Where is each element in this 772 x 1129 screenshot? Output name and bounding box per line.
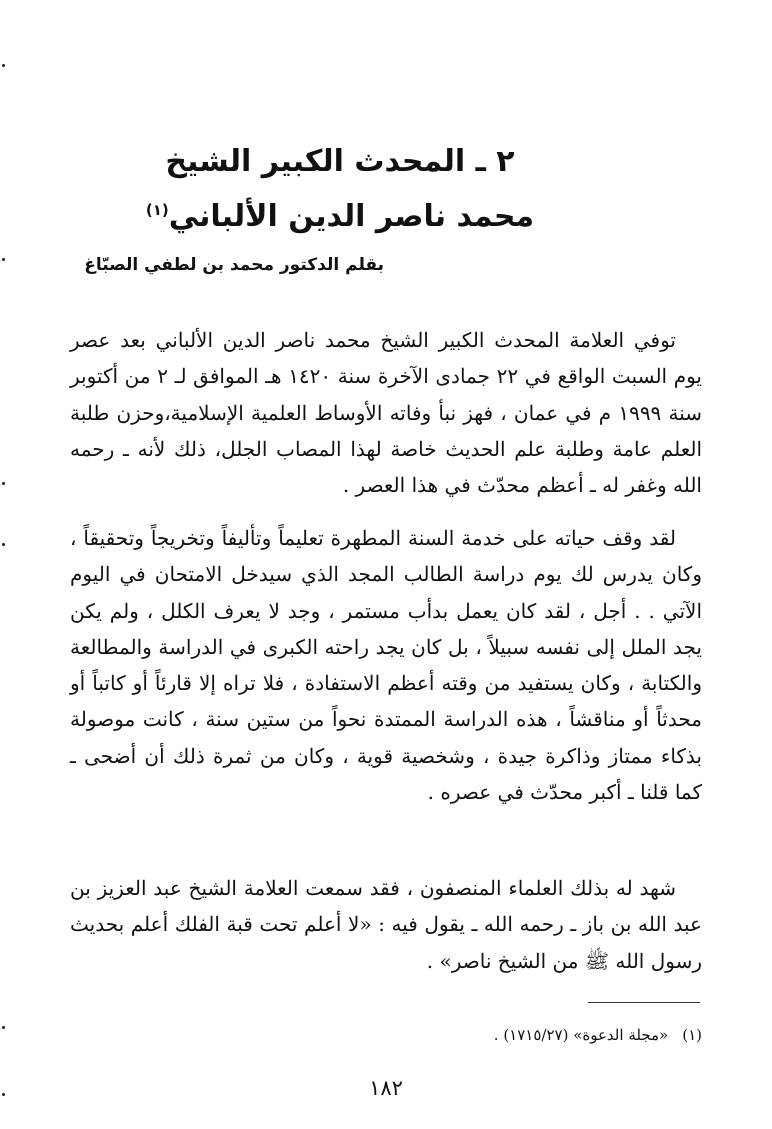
title-footnote-marker: (١) <box>145 201 169 219</box>
footnote <box>494 1024 702 1046</box>
scan-edge-mark <box>2 64 5 67</box>
article-title-line-1 <box>60 142 620 182</box>
paragraph-3 <box>70 870 702 979</box>
footnote-divider <box>588 1002 700 1003</box>
paragraph-1 <box>70 322 702 503</box>
paragraph-2 <box>70 520 702 810</box>
paragraph-text: توفي العلامة المحدث الكبير الشيخ محمد ناصر الدين الألباني بعد عصر يوم السبت الواقع في ٢٢ جمادى الآخرة سنة ١٤٢٠ هـ الموافق لـ ٢ من أكتوبر سنة ١٩٩٩ م في عمان ، فهز نبأ وفاته الأوساط العلمية الإسلامية،وحزن طلبة العلم عامة وطلبة علم الحديث خاصة لهذا المصاب الجلل، ذلك لأنه ـ رحمه الله وغفر له ـ أعظم محدّث في هذا العصر . <box>70 328 702 498</box>
scan-edge-mark <box>2 258 5 261</box>
title-line-1-text: ٢ ـ المحدث الكبير الشيخ <box>165 144 515 179</box>
author-byline: بقلم الدكتور محمد بن لطفي الصبّاغ <box>84 255 384 275</box>
footnote-text: «مجلة الدعوة» (١٧١٥/٢٧) . <box>493 1026 669 1044</box>
scan-edge-mark <box>2 1026 5 1029</box>
page-number: ١٨٢ <box>369 1076 403 1100</box>
title-line-2-text: محمد ناصر الدين الألباني <box>168 199 535 234</box>
footnote-number: (١) <box>682 1026 702 1044</box>
scan-edge-mark <box>2 543 5 546</box>
scan-edge-mark <box>2 482 5 485</box>
paragraph-text: شهد له بذلك العلماء المنصفون ، فقد سمعت العلامة الشيخ عبد العزيز بن عبد الله بن باز ـ رحمه الله ـ يقول فيه : «لا أعلم تحت قبة الفلك أعلم بحديث رسول الله ﷺ من الشيخ ناصر» . <box>70 876 702 973</box>
paragraph-text: لقد وقف حياته على خدمة السنة المطهرة تعليماً وتأليفاً وتخريجاً وتحقيقاً ، وكان يدرس لك يوم دراسة الطالب المجد الذي سيدخل الامتحان في اليوم الآتي . . أجل ، لقد كان يعمل بدأب مستمر ، وجد لا يعرف الكلل ، ولم يكن يجد الملل إلى نفسه سبيلاً ، بل كان يجد راحته الكبرى في الدراسة والمطالعة والكتابة ، وكان يستفيد من وقته أعظم الاستفادة ، فلا تراه إلا قارئاً أو كاتباً أو محدثاً أو مناقشاً ، هذه الدراسة الممتدة نحواً من ستين سنة ، كانت موصولة بذكاء ممتاز وذاكرة جيدة ، وشخصية قوية ، وكان من ثمرة ذلك أن أضحى ـ كما قلنا ـ أكبر محدّث في عصره . <box>70 526 702 805</box>
article-title-line-2 <box>60 190 620 237</box>
scan-edge-mark <box>2 1093 5 1096</box>
